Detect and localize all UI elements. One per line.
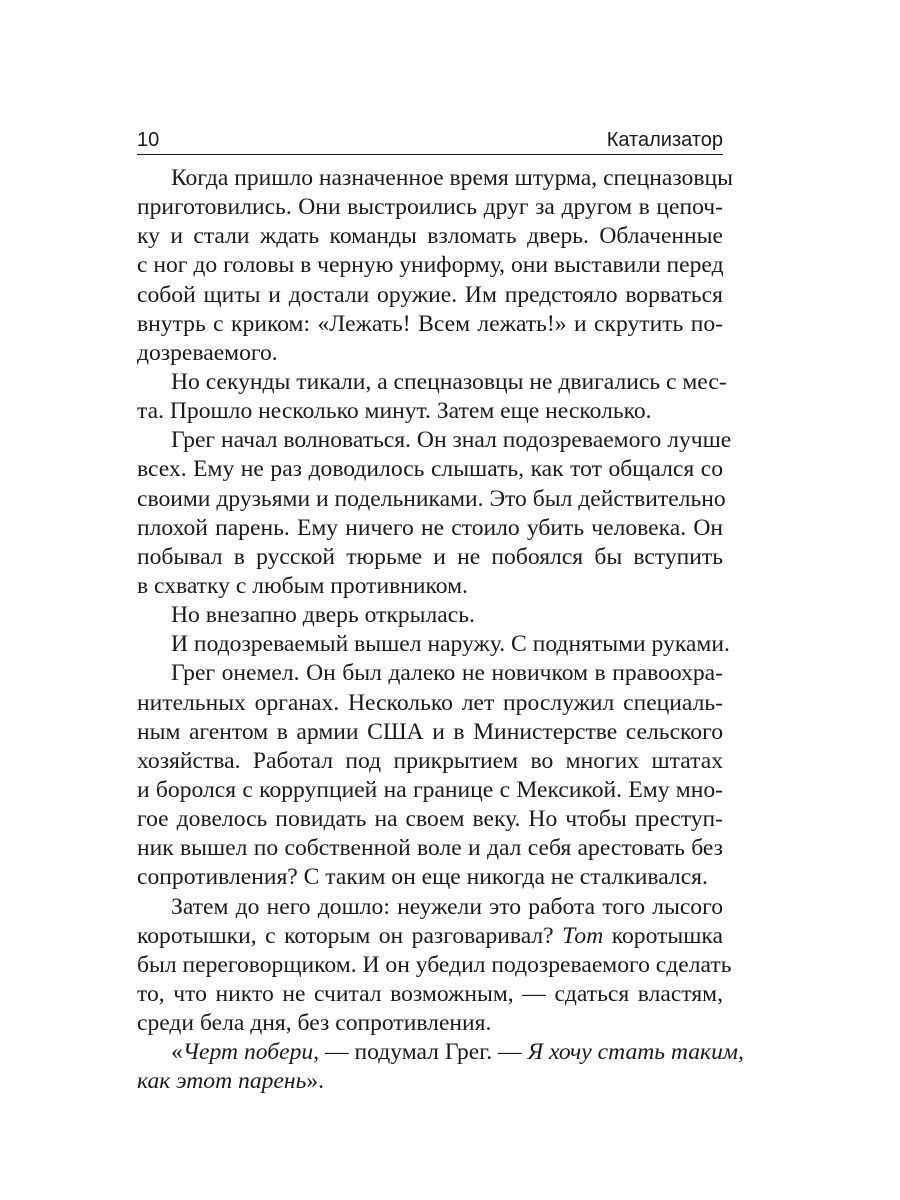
text-line: та. Прошло несколько минут. Затем еще несколько.	[137, 398, 652, 425]
text-line: Но внезапно дверь открылась.	[171, 602, 475, 629]
text-segment: «	[171, 1039, 183, 1066]
text-line	[137, 1067, 723, 1096]
text-line: И подозреваемый вышел наружу. С поднятыми руками.	[171, 631, 730, 658]
text-line: среди бела дня, без сопротивления.	[137, 1010, 492, 1037]
text-line: дозреваемого.	[137, 339, 278, 366]
text-line: внутрь с криком: «Лежать! Всем лежать!» и скрутить по-	[137, 310, 723, 337]
text-segment: коротышки, с которым он разговаривал?	[137, 922, 554, 949]
text-line: хозяйства. Работал под прикрытием во многих штатах	[137, 747, 723, 774]
page-header	[137, 128, 723, 155]
page-number: 10	[137, 129, 160, 151]
text-segment: ».	[306, 1068, 325, 1095]
italic-segment: Черт побери,	[182, 1039, 320, 1066]
text-line: Грег начал волноваться. Он знал подозреваемого лучше	[171, 427, 732, 454]
text-line: плохой парень. Ему ничего не стоило убить человека. Он	[137, 514, 723, 541]
text-line: сопротивления? С таким он еще никогда не сталкивался.	[137, 864, 708, 891]
text-line: Но секунды тикали, а спецназовцы не двигались с мес-	[171, 368, 727, 395]
italic-segment: Я хочу стать таким,	[527, 1039, 744, 1066]
text-line	[137, 922, 723, 951]
italic-segment: как этот парень	[137, 1068, 307, 1095]
text-line: собой щиты и достали оружие. Им предстояло ворваться	[137, 281, 723, 308]
running-title: Катализатор	[606, 129, 723, 151]
text-line: ку и стали ждать команды взломать дверь. Облаченные	[137, 223, 723, 250]
text-segment: коротышка	[611, 922, 723, 949]
text-line: всех. Ему не раз доводилось слышать, как тот общался со	[137, 456, 723, 483]
text-segment: — подумал Грег. —	[324, 1039, 522, 1066]
text-line: гое довелось повидать на своем веку. Но чтобы преступ-	[137, 806, 723, 833]
text-line: то, что никто не считал возможным, — сдаться властям,	[137, 980, 723, 1007]
body-text	[137, 164, 744, 1097]
text-line: ным агентом в армии США и в Министерстве сельского	[137, 718, 723, 745]
text-line: был переговорщиком. И он убедил подозреваемого сделать	[137, 951, 732, 978]
text-line: побывал в русской тюрьме и не побоялся бы вступить	[137, 543, 723, 570]
text-line: нительных органах. Несколько лет прослужил специаль-	[137, 689, 723, 716]
italic-segment: Тот	[562, 922, 604, 949]
text-line: Когда пришло назначенное время штурма, спецназовцы	[171, 165, 733, 191]
text-line: с ног до головы в черную униформу, они выставили перед	[137, 252, 724, 279]
text-line: своими друзьями и подельниками. Это был действительно	[137, 485, 726, 512]
text-line: и боролся с коррупцией на границе с Мексикой. Ему мно-	[137, 776, 723, 803]
text-line: в схватку с любым противником.	[137, 572, 468, 599]
text-line: ник вышел по собственной воле и дал себя арестовать без	[137, 835, 723, 862]
text-line	[137, 1038, 744, 1067]
text-line: Грег онемел. Он был далеко не новичком в правоохра-	[171, 660, 723, 687]
text-line: Затем до него дошло: неужели это работа того лысого	[171, 893, 723, 920]
text-line: приготовились. Они выстроились друг за другом в цепоч-	[137, 194, 723, 221]
